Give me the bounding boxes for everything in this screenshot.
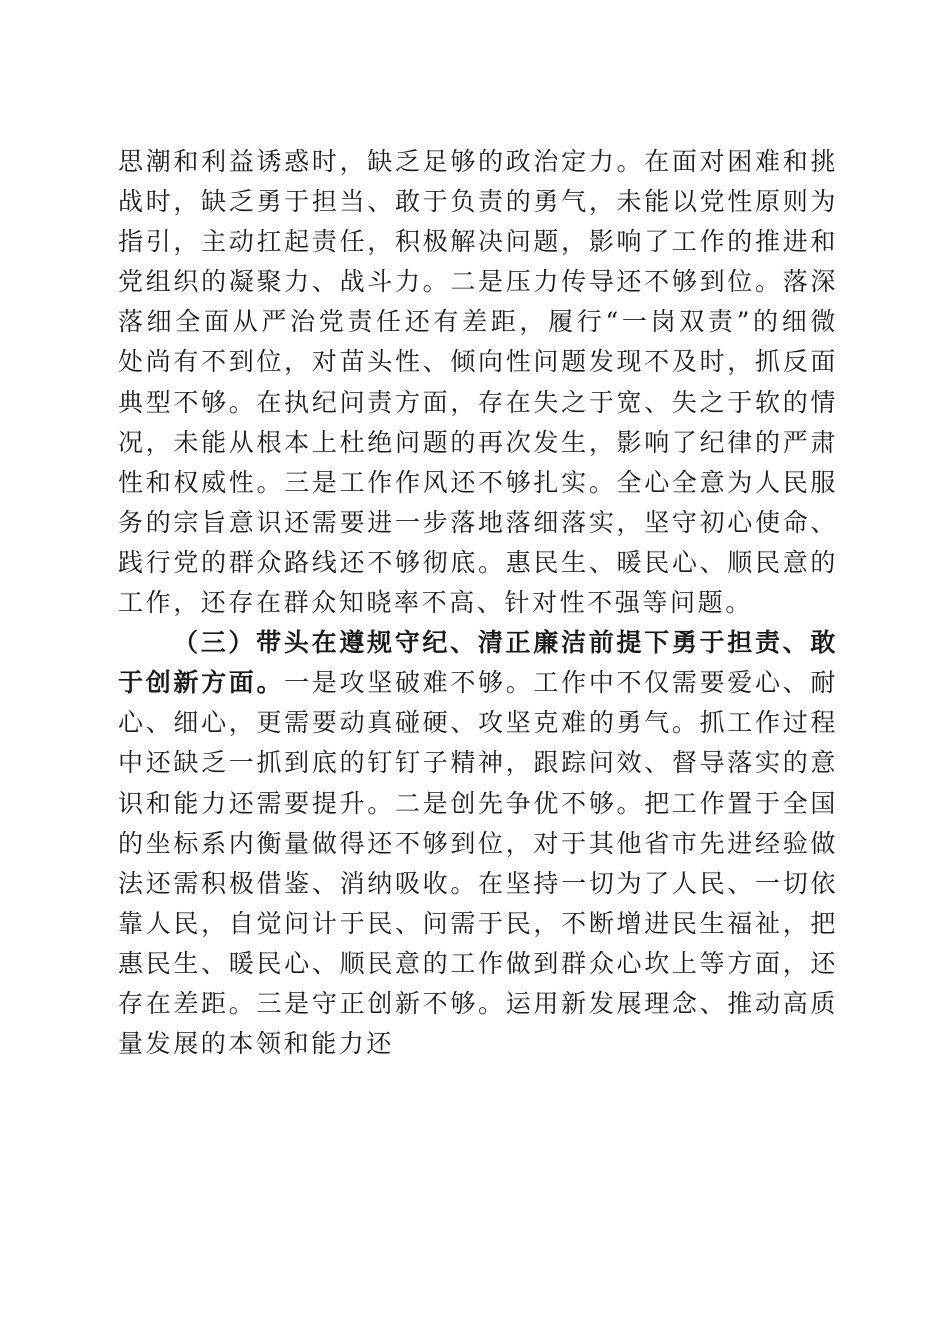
section-3-paragraph [118, 623, 838, 1064]
section-3-body: 一是攻坚破难不够。工作中不仅需要爱心、耐心、细心，更需要动真碰硬、攻坚克难的勇气。抓工作过程中还缺乏一抓到底的钉钉子精神，跟踪问效、督导落实的意识和能力还需要提升。二是创先争优不够。把工作置于全国的坐标系内衡量做得还不够到位，对于其他省市先进经验做法还需积极借鉴、消纳吸收。在坚持一切为了人民、一切依靠人民，自觉问计于民、问需于民，不断增进民生福祉，把惠民生、暖民心、顺民意的工作做到群众心坎上等方面，还存在差距。三是守正创新不够。运用新发展理念、推动高质量发展的本领和能力还 [118, 668, 838, 1059]
document-body [118, 142, 838, 1064]
paragraph-continuation: 思潮和利益诱惑时，缺乏足够的政治定力。在面对困难和挑战时，缺乏勇于担当、敢于负责的勇气，未能以党性原则为指引，主动扛起责任，积极解决问题，影响了工作的推进和党组织的凝聚力、战斗力。二是压力传导还不够到位。落深落细全面从严治党责任还有差距，履行“一岗双责”的细微处尚有不到位，对苗头性、倾向性问题发现不及时，抓反面典型不够。在执纪问责方面，存在失之于宽、失之于软的情况，未能从根本上杜绝问题的再次发生，影响了纪律的严肃性和权威性。三是工作作风还不够扎实。全心全意为人民服务的宗旨意识还需要进一步落地落细落实，坚守初心使命、践行党的群众路线还不够彻底。惠民生、暖民心、顺民意的工作，还存在群众知晓率不高、针对性不强等问题。 [118, 147, 838, 618]
section-3-heading: （三）带头在遵规守纪、清正廉洁前提下勇于担责、敢于创新方面。 [118, 628, 838, 698]
